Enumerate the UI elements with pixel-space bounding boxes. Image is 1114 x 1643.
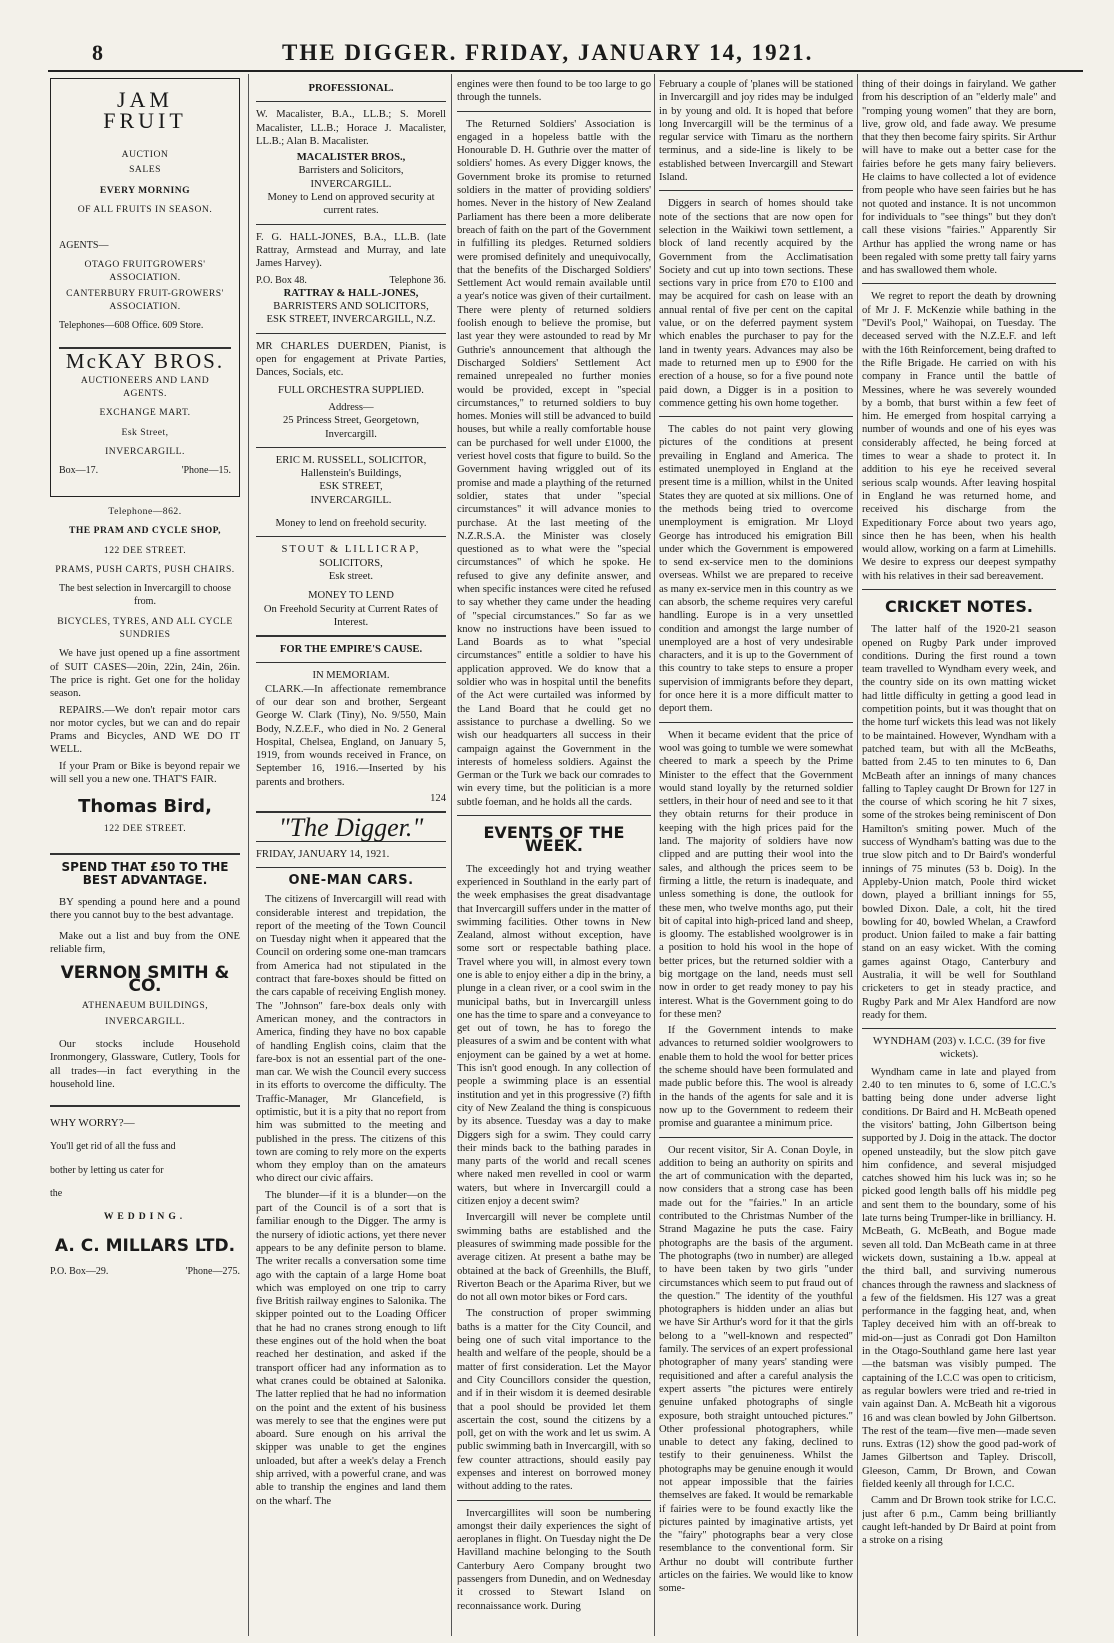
spend-ad	[50, 861, 240, 1091]
pram-items: PRAMS, PUSH CARTS, PUSH CHAIRS.	[55, 563, 235, 575]
spend-title: SPEND THAT £50 TO THE BEST ADVANTAGE.	[61, 859, 229, 888]
divider	[659, 1137, 853, 1138]
article-paragraph: The Returned Soldiers' Association is engaged in a hopeless battle with the Honourable D. H. Guthrie over the matter of soldiers' homes. As every Digger knows, the Government broke its promise to returned soldiers in the matter of providing soldiers' homes. Never in the history of New Zealand Parliament has there been a more deliberate breach of faith on the part of the Government in fulfilling its pledges. Returned soldiers were promised definitely and unequivocally, that the benefits of the Discharged Soldiers' Settlement Act would remain available until a year's notice was given of their curtailment. There were plenty of returned soldiers foolish enough to believe the promise, but last year they were astounded to read by Mr Guthrie's announcement that although the Discharged Soldiers' Settlement Act remained unrepealed no further monies would be provided, except in "special circumstances," to returned soldiers to buy homes. Monies will still be advanced to build houses, but while a really comfortable house can be purchased for well under £1000, the veriest hovel costs that figure to build. So the Government having wriggled out of its promise and made a plaything of the returned soldier, states that under "special circumstances" it will advance monies to purchase. At the last meeting of the N.Z.R.S.A. the Minister was closely questioned as to what were the "special circumstances" of which he spoke. He refused to give any definite answer, and when specific instances were cited he refused to say whether they came under the heading of "special circumstances." So far as we know no instructions have been issued to Land Boards as to what "special circumstances" entitle a soldier to have his application approved. We do know that a soldier who was in hospital until the benefits of the Act were curtailed was informed by the Land Board that he could get no assistance to purchase a dwelling. So we wish our headquarters all success in their campaign against the Government in the interests of homeless soldiers. Against the German or the Turk we back our comrades to win every time, but the politician is a more subtle foeman, and he holds all the cards.	[457, 118, 651, 808]
divider	[457, 1500, 651, 1501]
spend-list: Make out a list and buy from the ONE reliable firm,	[50, 931, 240, 956]
hall-line: BARRISTERS AND SOLICITORS,	[273, 301, 429, 313]
article-paragraph: thing of their doings in fairyland. We gather from his description of an "elderly male" and "romping young women" that they are born, live, grow old, and fade away. We presume that they then become fairy spirits. Sir Arthur will have to make out a better case for the fairies before he gets many fairy believers. He claims to have collected a lot of evidence from people who have seen fairies but he has not quoted and instance. It is not uncommon for individuals to "see things" but they don't call these visions "fairies." Apparently Sir Arthur has applied the wrong name or has been regaled with some pretty tall fairy yarns and has swallowed them whole.	[862, 79, 1056, 277]
pram-title: THE PRAM AND CYCLE SHOP,	[68, 525, 222, 537]
divider	[659, 722, 853, 723]
clark-number: 124	[430, 793, 446, 805]
article-paragraph: February a couple of 'planes will be stationed in Invercargill and joy rides may be indulged in by young and old. It is hoped that before long Invercargill will be the terminus of a regular service with Timaru as the northern terminus, and a side-line is likely to be established between Invercargill and Stewart Island.	[659, 79, 853, 184]
fruit-title: FRUIT	[103, 108, 187, 134]
jam-fruit-ad	[50, 78, 240, 497]
mckay-contacts	[59, 464, 231, 477]
mckay-line: EXCHANGE MART.	[99, 407, 191, 419]
clark-notice: CLARK.—In affectionate remembrance of our dear son and brother, Sergeant George W. Clark (Tiny), No. 9/550, Main Body, N.Z.E.F., who died in No. 2 General Hospital, Chelsea, England, on January 5, 1919, from wounds received in France, on September 16, 1916.—Inserted by his parents and brothers.	[256, 683, 446, 788]
article-paragraph: Diggers in search of homes should take note of the sections that are now open for selection in the Waikiwi town settlement, a block of land recently acquired by the Government from the Acclimatisation Society and cut up into town sections. These sections vary in price from £70 to £100 and may be acquired for cash on lease with an annual rental of five per cent on the capital value, or on the deferred payment system which enables the purchaser to pay for the land in twenty years. Advances may also be made to returned men up to £900 for the erection of a house, so for a five pound note paid down, a Digger is in a position to commence getting his own home together.	[659, 198, 853, 409]
divider	[457, 111, 651, 112]
stout-money-title: MONEY TO LEND	[308, 590, 394, 602]
divider	[659, 416, 853, 417]
events-heading: EVENTS OF THE WEEK.	[483, 823, 625, 856]
hall-names: F. G. HALL-JONES, B.A., LL.B. (late Rattray, Armstead and Murray, and late James Harvey).	[256, 231, 446, 270]
russell-line: ESK STREET,	[319, 481, 383, 493]
agent-line: OTAGO FRUITGROWERS' ASSOCIATION.	[84, 259, 206, 284]
durden-notice: MR CHARLES DUERDEN, Pianist, is open for engagement at Private Parties, Dances, Socials, etc.	[256, 340, 446, 379]
vernon-address: ATHENAEUM BUILDINGS,	[81, 1000, 209, 1012]
masthead: THE DIGGER. FRIDAY, JANUARY 14, 1921.	[282, 40, 814, 65]
mckay-line: Esk Street,	[121, 426, 169, 438]
durden-address: Invercargill.	[325, 428, 377, 440]
article-paragraph: Invercargillites will soon be numbering amongst their daily experiences the sight of aeroplanes in flight. On Tuesday night the De Havilland machine belonging to the South Canterbury Aero Company brought two passengers from Dunedin, and on Wednesday it crossed to Stewart Island on reconnaissance work. During	[457, 1507, 651, 1612]
millars-phone: 'Phone—275.	[185, 1265, 240, 1277]
durden-address: 25 Princess Street, Georgetown,	[282, 415, 420, 427]
agents-label: AGENTS—	[59, 239, 109, 251]
professional-heading: PROFESSIONAL.	[308, 83, 394, 94]
article-paragraph: When it became evident that the price of wool was going to tumble we were somewhat cheered to mark a speech by the Prime Minister to the effect that the Government would stand loyally by the returned soldier settlers, in their hour of need and see to it that they obtain returns for their produce in keeping with the high prices paid for the land. The majority of soldiers have now clipped and are putting their wool into the sales, and although the prices seem to be firming a little, the return is inadequate, and unless something is done, the outlook for these men, who twelve months ago, put their bit of capital into high-priced land and sheep, is gloomy. The established woolgrower is in a position to hold his wool in the hope of better prices, but the returned soldier with a big mortgage on the land, needs must sell now in order to get ready money to pay his interest. What is the Government going to do for these men?	[659, 729, 853, 1020]
pram-bicycles: BICYCLES, TYRES, AND ALL CYCLE SUNDRIES	[57, 615, 233, 641]
column-5	[862, 78, 1056, 1633]
column-1-ads	[50, 78, 240, 1633]
article-paragraph: If the Government intends to make advances to returned soldier woolgrowers to enable them to hold the wool for better prices the scheme should have been formulated and made public before this. The wool is already in the hands of the agents for sale and it is now up to the Government to redeem their promise and guarantee a minimum price.	[659, 1025, 853, 1130]
divider	[256, 867, 446, 868]
article-paragraph: The latter half of the 1920-21 season opened on Rugby Park under improved conditions. During the first round a town team travelled to Wyndham every week, and the country side on its own matting wicket had little difficulty in getting a good lead in competition points, but it was thought that on the home turf wickets this lead was not likely to be maintained. However, Wyndham with a patched team, but with all the McBeaths, batted from 2.45 to ten minutes to 6, Dan McBeath after an innings of many chances falling to Tapley caught Dr Brown for 127 in the course of which scoring he hit 7 sixes, some of the strokes being reminiscent of Don Hamilton's smiting power. Much of the success of Wyndham's batting was due to the true slow pitch and to Dr Baird's wonderful innings of 75 minutes (53 b. Doig). In the Appleby-Union match, Poole third wicket down, played a brilliant innings for 55, bowled Dixon. Dale, a colt, hit the tired bowling for 40, bowled Whelan, a Crawford product. Union failed to make a fair batting stand on an easy wicket. With the coming games against Otago, Canterbury and Australia, it will be well for Southland cricketers to get in steady practice, and Rugby Park and Mr Alex Handford are now ready for them.	[862, 624, 1056, 1021]
millars-contacts	[50, 1265, 240, 1278]
article-paragraph: The citizens of Invercargill will read with considerable interest and trepidation, the report of the meeting of the Town Council on Tuesday night when it appeared that the Council on ordering some one-man tramcars from America had not stipulated in the contract that fare-boxes should be fitted on the cars capable of receiving English money. The "Johnson" fare-box deals only with American money, and the contractors in America, finding they have no box capable of handling English coins, claim that the fare-box is not an essential part of the one-man car. We wish the Council every success in its efforts to overcome the difficulty. The Traffic-Manager, Mr Glancefield, is optimistic, but it is a pity that no report from him was submitted to the meeting and published in the press. The citizens of this town are coming to rely more on the experts whom they employ than on the amateurs who direct our civic affairs.	[256, 894, 446, 1185]
agent-line: CANTERBURY FRUIT-GROWERS' ASSOCIATION.	[66, 287, 224, 312]
russell-money: Money to lend on freehold security.	[275, 518, 427, 530]
hall-firm: RATTRAY & HALL-JONES,	[283, 287, 419, 299]
mckay-box: Box—17.	[59, 465, 99, 477]
pram-repairs: REPAIRS.—We don't repair motor cars nor motor cycles, but we can and do repair Prams and Bicycles, AND WE DO IT WELL.	[50, 704, 240, 756]
divider	[256, 224, 446, 225]
hall-contacts	[256, 274, 446, 287]
ad-line: EVERY MORNING	[99, 185, 191, 197]
wyndham-heading: WYNDHAM (203) v. I.C.C. (39 for five wickets).	[872, 1036, 1046, 1061]
article-paragraph: The construction of proper swimming baths is a matter for the City Council, and being one of such vital importance to the health and welfare of the people, should be a matter of first consideration. Let the Mayor and City Councillors consider the question, and if in their wisdom it is deemed desirable that a pool should be provided let them ascertain the cost, sound the citizens by a poll, get on with the work and let us swim. A public swimming bath in Invercargill, with so few counter attractions, should easily pay expenses and interest on borrowed money without adding to the rates.	[457, 1308, 651, 1493]
pram-address: 122 DEE STREET.	[103, 544, 187, 556]
jam-title: JAM	[116, 87, 173, 112]
pram-bike: If your Pram or Bike is beyond repair we will sell you a new one. THAT'S FAIR.	[50, 760, 240, 786]
cricket-heading: CRICKET NOTES.	[884, 596, 1033, 616]
stout-line: SOLICITORS,	[319, 557, 383, 569]
article-paragraph: The cables do not paint very glowing pictures of the conditions at present prevailing in England and America. The estimated unemployed in England at the present time is a million, whilst in the United States they are quoted at six millions. One of the methods being tried to overcome unemployment is emigration. Mr Lloyd George has introduced his emigration Bill under which the Government is empowered to send ex-service men to the dominions overseas. Whilst we are prepared to receive as many ex-service men in this country as we can absorb, the scheme requires very careful handling. Europe is in a very unsettled condition and amongst the large number of unemployed are a host of very undesirable characters, and it is up to the Government of this country to take steps to ensure a proper supervision of immigrants before they depart, for once here it is a more difficult matter to deport them.	[659, 424, 853, 715]
macalister-firm: MACALISTER BROS.,	[296, 152, 406, 164]
divider	[256, 333, 446, 334]
column-rule	[654, 74, 655, 1636]
macalister-names: W. Macalister, B.A., LL.B.; S. Morell Macalister, LL.B.; Horace J. Macalister, LL.B.; Alan B. Macalister.	[256, 109, 446, 147]
bird-title: Thomas Bird,	[78, 796, 212, 818]
column-4	[659, 78, 853, 1633]
digger-title: "The Digger."	[278, 813, 424, 843]
stout-line: Esk street.	[328, 570, 374, 582]
article-paragraph: engines were then found to be too large to go through the tunnels.	[457, 79, 651, 104]
durden-orchestra: FULL ORCHESTRA SUPPLIED.	[278, 384, 424, 396]
hall-line: ESK STREET, INVERCARGILL, N.Z.	[266, 314, 436, 326]
divider	[862, 1028, 1056, 1029]
hall-phone: Telephone 36.	[389, 274, 446, 286]
vernon-stock: Our stocks include Household Ironmongery, Glassware, Cutlery, Tools for all trades—in fact everything in the household line.	[50, 1038, 240, 1090]
divider	[862, 589, 1056, 590]
ad-line: AUCTION	[121, 148, 169, 160]
page-number: 8	[92, 40, 103, 65]
millars-box: P.O. Box—29.	[50, 1265, 109, 1277]
bird-address: 122 DEE STREET.	[103, 822, 187, 834]
divider	[50, 853, 240, 855]
pram-best: The best selection in Invercargill to choose from.	[59, 583, 231, 608]
column-rule	[857, 74, 858, 1636]
ad-line: OF ALL FRUITS IN SEASON.	[77, 204, 213, 216]
divider	[457, 815, 651, 816]
millars-ad	[50, 1117, 240, 1278]
oneman-heading: ONE-MAN CARS.	[288, 872, 414, 888]
vernon-address: INVERCARGILL.	[105, 1015, 185, 1027]
worry-line: bother by letting us cater for	[50, 1164, 164, 1176]
ad-line: SALES	[129, 163, 161, 175]
hall-box: P.O. Box 48.	[256, 274, 307, 286]
pram-suitcases: We have just opened up a fine assortment of SUIT CASES—20in, 22in, 24in, 26in. The price is right. Get one for the holiday season.	[50, 648, 240, 700]
mckay-title: McKAY BROS.	[65, 348, 225, 373]
article-paragraph: The exceedingly hot and trying weather experienced in Southland in the early part of the week emphasises the great disadvantage that Invercargill suffers under in the matter of swimming facilities. Other towns in New Zealand, almost without exception, have some sort or respectable bathing place. Travel where you will, in almost every town one is able to enjoy either a dip in the briny, a plunge in a clean river, or a cool swim in the municipal baths, but in Invercargill unless one has the time to spare and a conveyance to get out of town, he has to forego the pleasures of a swim and be content with what enjoyment can be gained by a wet at home. This isn't good enough. In any collection of people a swimming place is an essential institution and yet in this progressive (?) fifth city of New Zealand the thing is conspicuous by its absence. Tuesday was a day to make Diggers sigh for a swim. They could carry their minds back to the bathing parades in many parts of the world and recall scenes where naked men revelled in cool or warm waters, but where in Invercargill could a citizen enjoy a decent swim?	[457, 863, 651, 1208]
russell-line: INVERCARGILL.	[310, 494, 392, 506]
article-paragraph: Wyndham came in late and played from 2.40 to ten minutes to 6, some of I.C.C.'s batting being done under adverse light conditions. Dr Baird and H. McBeath opened the visitors' batting, John Gilbertson being supported by J. Doig in the attack. The doctor opened unsteadily, but the slow pitch gave him confidence, and several misjudged catches showed him his luck was in; so he picked good length balls off his middle peg and sent them to the boundary, some of his late turns being Trumper-like in brilliancy. H. McBeath, G. McBeath, and Bogue made seven all told. Dan McBeath came in at three wickets down, sustaining a 1b.w. appeal at the third ball, and surviving numerous chances through the rawness and slackness of a few of the fieldsmen. His 127 was a great performance in the fagging heat, and, when Tapley deceived him with an off-break to mid-on—just as Conradi got Don Hamilton in the Otago-Southland game here last year—the batsman was visibly pumped. The captaining of the I.C.C was open to criticism, as regular bowlers were tried and re-tried in vain against Dan. A. McBeath hit a vigorous 16 and was clean bowled by John Gilbertson. The rest of the team—five men—made seven runs. Extras (12) show the good pad-work of James Gilbertson and Tapley. Driscoll, Gleeson, Camm, Dr Brown, and Cowan fielded keenly all through for I.C.C.	[862, 1066, 1056, 1490]
divider	[256, 447, 446, 448]
memoriam-heading: IN MEMORIAM.	[312, 670, 390, 682]
header-rule	[48, 70, 1083, 72]
worry-line: You'll get rid of all the fuss and	[50, 1141, 176, 1153]
article-paragraph: Camm and Dr Brown took strike for I.C.C. just after 6 p.m., Camm being brilliantly caught left-handed by Dr Baird at point from a stroke on a rising	[862, 1495, 1056, 1547]
article-paragraph: We regret to report the death by drowning of Mr J. F. McKenzie while bathing in the "Devil's Pool," Waihopai, on Tuesday. The deceased served with the N.Z.E.F. and left with the 16th Reinforcement, being drafted to the Rifle Brigade. He carried on with his company in France until the battle of Messines, where he was severely wounded by a bomb, that burst within a few feet of him. He emerged from hospital carrying a number of wounds and one of his eyes was considerably affected, he being forced at times to wear a shade to protect it. In addition to his eye he received several serious scalp wounds. After leaving hospital in England he was returned home, and received his discharge from the Expeditionary Force about two years ago, since then he has been, when his health would allow, working on a farm at Limehills. We desire to express our deepest sympathy with his relatives in their sad bereavement.	[862, 291, 1056, 582]
pram-shop-ad	[50, 505, 240, 835]
worry-line: the	[50, 1187, 63, 1199]
worry-line: WEDDING.	[103, 1211, 187, 1223]
russell-notice: ERIC M. RUSSELL, SOLICITOR,	[275, 454, 427, 466]
worry-title: WHY WORRY?—	[50, 1117, 135, 1130]
stout-notice: STOUT & LILLICRAP,	[281, 544, 421, 556]
article-paragraph: The blunder—if it is a blunder—on the part of the Council is of a sort that is familiar enough to the Digger. The army is the nursery of idiotic actions, yet there never appears to be any definite person to blame. The writer recalls a conversation some time ago with the captain of a large Home boat which was employed on one trip to carry five British railway engines to Salonika. The skipper pointed out to the Loading Officer that he had no cranes strong enough to lift these engines out of the hold when the boat reached her destination, and asked if the transport officer had any information as to what cranes could be obtained at Salonika. The latter replied that he had no information on the point and the extent of his business was merely to see that the engines were put aboard. Sure enough on his arrival the skipper was unable to get the engines unloaded, but after a week's delay a French ship arrived, with a powerful crane, and was able to tranship the engines and land them on the wharf. The	[256, 1189, 446, 1507]
divider	[256, 635, 446, 637]
millars-title: A. C. MILLARS LTD.	[54, 1235, 236, 1256]
article-paragraph: Our recent visitor, Sir A. Conan Doyle, in addition to being an authority on spirits and the art of communication with the departed, now considers that a strong case has been made out for the "fairies." In an article contributed to the Christmas Number of the Strand Magazine he puts the case. Fairy photographs are the basis of the argument. The photographs (two in number) are alleged to have been taken by two girls "under circumstances which seem to put fraud out of the question." The identity of the youthful photographers is hidden under an alias but we have Sir Arthur's word for it that the girls belong to a "well-known and respected" family. The services of an expert professional photographer of many years' standing were requisitioned and after a careful analysis the expert asserts "the pictures were entirely genuine unfaked photographs of single exposure, both straight untouched pictures." Other professional photographers, while unable to detect any faking, declined to testify to their genuineness. Whilst the photographs may be genuine enough it would not appear impossible that the fairies themselves are faked. It would be remarkable if fairies were to be found exactly like the pictures painted by imaginative artists, yet the "fairy" photographs bear a very close resemblance to the conventional form. Sir Arthur no doubt will contribute further articles on the fairies. We would like to know some-	[659, 1144, 853, 1595]
pram-tel: Telephone—862.	[108, 506, 182, 517]
page-header	[92, 40, 1082, 74]
divider	[256, 662, 446, 663]
column-rule	[451, 74, 452, 1636]
empire-heading: FOR THE EMPIRE'S CAUSE.	[279, 644, 423, 656]
macalister-line: Barristers and Solicitors,	[298, 165, 404, 177]
column-3	[457, 78, 651, 1633]
jam-phones: Telephones—608 Office. 609 Store.	[59, 320, 204, 332]
divider	[256, 101, 446, 102]
stout-money: On Freehold Security at Current Rates of Interest.	[263, 603, 439, 628]
digger-date: FRIDAY, JANUARY 14, 1921.	[256, 848, 390, 860]
durden-address: Address—	[328, 401, 374, 413]
mckay-line: AUCTIONEERS AND LAND AGENTS.	[80, 374, 210, 400]
mckay-phone: 'Phone—15.	[181, 465, 231, 477]
column-2	[256, 78, 446, 1633]
spend-body: BY spending a pound here and a pound there you cannot buy to the best advantage.	[50, 896, 240, 921]
divider	[256, 536, 446, 537]
divider	[50, 1105, 240, 1107]
macalister-line: INVERCARGILL.	[310, 178, 392, 190]
mckay-line: INVERCARGILL.	[105, 446, 185, 458]
divider	[862, 283, 1056, 284]
column-rule	[248, 74, 249, 1636]
article-paragraph: Invercargill will never be complete until swimming baths are established and the pleasures of swimming made possible for the average citizen. At present a bathe may be obtained at the back of Greenhills, the Bluff, Riverton Beach or the Aparima River, but we do not all own motor bikes or Ford cars.	[457, 1212, 651, 1304]
macalister-money: Money to Lend on approved security at current rates.	[267, 192, 435, 217]
russell-line: Hallenstein's Buildings,	[300, 468, 402, 480]
vernon-title: VERNON SMITH & CO.	[60, 962, 230, 997]
divider	[659, 190, 853, 191]
